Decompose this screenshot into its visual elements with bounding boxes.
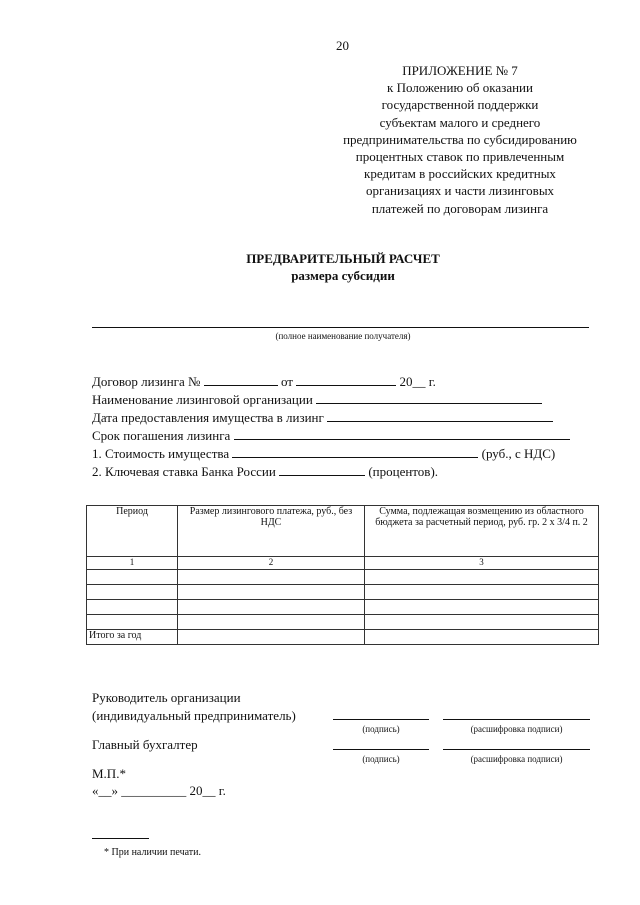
head-label-1: Руководитель организации bbox=[92, 690, 241, 705]
recipient-caption: (полное наименование получателя) bbox=[275, 331, 411, 341]
table-row bbox=[87, 600, 599, 615]
table-cell[interactable] bbox=[178, 585, 365, 600]
lessor-label: Наименование лизинговой организации bbox=[92, 392, 313, 407]
rate-suffix: (процентов). bbox=[368, 464, 439, 479]
appendix-line: ПРИЛОЖЕНИЕ № 7 bbox=[402, 63, 518, 78]
col-number-3: 3 bbox=[365, 557, 599, 570]
table-cell[interactable] bbox=[87, 570, 178, 585]
head-signature-line[interactable] bbox=[333, 719, 429, 720]
transfer-date-blank[interactable] bbox=[327, 409, 553, 422]
accountant-sign-caption: (подпись) bbox=[362, 754, 400, 764]
date-line: «__» __________ 20__ г. bbox=[92, 783, 226, 798]
recipient-name-line[interactable] bbox=[92, 327, 589, 328]
table-cell[interactable] bbox=[87, 615, 178, 630]
table-cell[interactable] bbox=[365, 600, 599, 615]
footnote-separator bbox=[92, 838, 149, 839]
contract-from-label: от bbox=[280, 374, 293, 389]
appendix-line: кредитам в российских кредитных bbox=[364, 166, 556, 182]
appendix-line: субъектам малого и среднего bbox=[379, 114, 541, 130]
lessor-row bbox=[92, 391, 542, 409]
table-header-row bbox=[87, 506, 599, 557]
head-label-2: (индивидуальный предприниматель) bbox=[92, 708, 296, 723]
header-period: Период bbox=[87, 506, 178, 557]
table-cell[interactable] bbox=[178, 615, 365, 630]
lessor-blank[interactable] bbox=[316, 391, 542, 404]
cost-row bbox=[92, 445, 555, 463]
stamp-label: М.П.* bbox=[92, 766, 126, 781]
cost-suffix: (руб., с НДС) bbox=[481, 446, 556, 461]
head-decode-line[interactable] bbox=[443, 719, 590, 720]
cost-blank[interactable] bbox=[232, 445, 478, 458]
appendix-line: государственной поддержки bbox=[381, 97, 539, 113]
footnote: * При наличии печати. bbox=[104, 847, 201, 858]
table-cell[interactable] bbox=[87, 585, 178, 600]
table-number-row bbox=[87, 557, 599, 570]
term-blank[interactable] bbox=[234, 427, 570, 440]
appendix-header bbox=[300, 62, 620, 217]
table-cell[interactable] bbox=[365, 585, 599, 600]
appendix-line: к Положению об оказании bbox=[387, 80, 533, 96]
subsidy-table bbox=[86, 505, 599, 645]
transfer-date-label: Дата предоставления имущества в лизинг bbox=[92, 410, 324, 425]
table-cell[interactable] bbox=[178, 630, 365, 645]
header-subsidy: Сумма, подлежащая возмещению из областного бюджета за расчетный период, руб. гр. 2 х 3/4 п. 2 bbox=[365, 506, 599, 557]
total-label: Итого за год bbox=[87, 630, 178, 645]
rate-blank[interactable] bbox=[279, 463, 365, 476]
contract-row bbox=[92, 373, 436, 391]
accountant-decode-line[interactable] bbox=[443, 749, 590, 750]
rate-row bbox=[92, 463, 438, 481]
accountant-decode-caption: (расшифровка подписи) bbox=[470, 754, 563, 764]
title-line-1: ПРЕДВАРИТЕЛЬНЫЙ РАСЧЕТ bbox=[246, 251, 440, 266]
appendix-line: предпринимательства по субсидированию bbox=[343, 131, 577, 147]
head-sign-caption: (подпись) bbox=[362, 724, 400, 734]
contract-label: Договор лизинга № bbox=[92, 374, 201, 389]
col-number-2: 2 bbox=[178, 557, 365, 570]
contract-year: 20__ г. bbox=[399, 374, 436, 389]
appendix-line: платежей по договорам лизинга bbox=[371, 200, 549, 216]
header-payment: Размер лизингового платежа, руб., без НДС bbox=[178, 506, 365, 557]
term-row bbox=[92, 427, 570, 445]
title-line-2: размера субсидии bbox=[291, 268, 395, 283]
accountant-signature-line[interactable] bbox=[333, 749, 429, 750]
table-row bbox=[87, 570, 599, 585]
contract-number-blank[interactable] bbox=[204, 373, 278, 386]
contract-date-blank[interactable] bbox=[296, 373, 396, 386]
table-row bbox=[87, 585, 599, 600]
table-cell[interactable] bbox=[365, 570, 599, 585]
transfer-date-row bbox=[92, 409, 553, 427]
table-cell[interactable] bbox=[365, 630, 599, 645]
document-title bbox=[0, 250, 640, 284]
col-number-1: 1 bbox=[87, 557, 178, 570]
table-total-row bbox=[87, 630, 599, 645]
appendix-line: процентных ставок по привлеченным bbox=[355, 149, 565, 165]
table-cell[interactable] bbox=[87, 600, 178, 615]
table-cell[interactable] bbox=[178, 600, 365, 615]
rate-label: 2. Ключевая ставка Банка России bbox=[92, 464, 276, 479]
term-label: Срок погашения лизинга bbox=[92, 428, 231, 443]
cost-label: 1. Стоимость имущества bbox=[92, 446, 230, 461]
table-row bbox=[87, 615, 599, 630]
appendix-line: организациях и части лизинговых bbox=[365, 183, 555, 199]
table-cell[interactable] bbox=[365, 615, 599, 630]
table-cell[interactable] bbox=[178, 570, 365, 585]
accountant-label: Главный бухгалтер bbox=[92, 737, 198, 752]
page-number: 20 bbox=[336, 38, 349, 53]
head-decode-caption: (расшифровка подписи) bbox=[470, 724, 563, 734]
